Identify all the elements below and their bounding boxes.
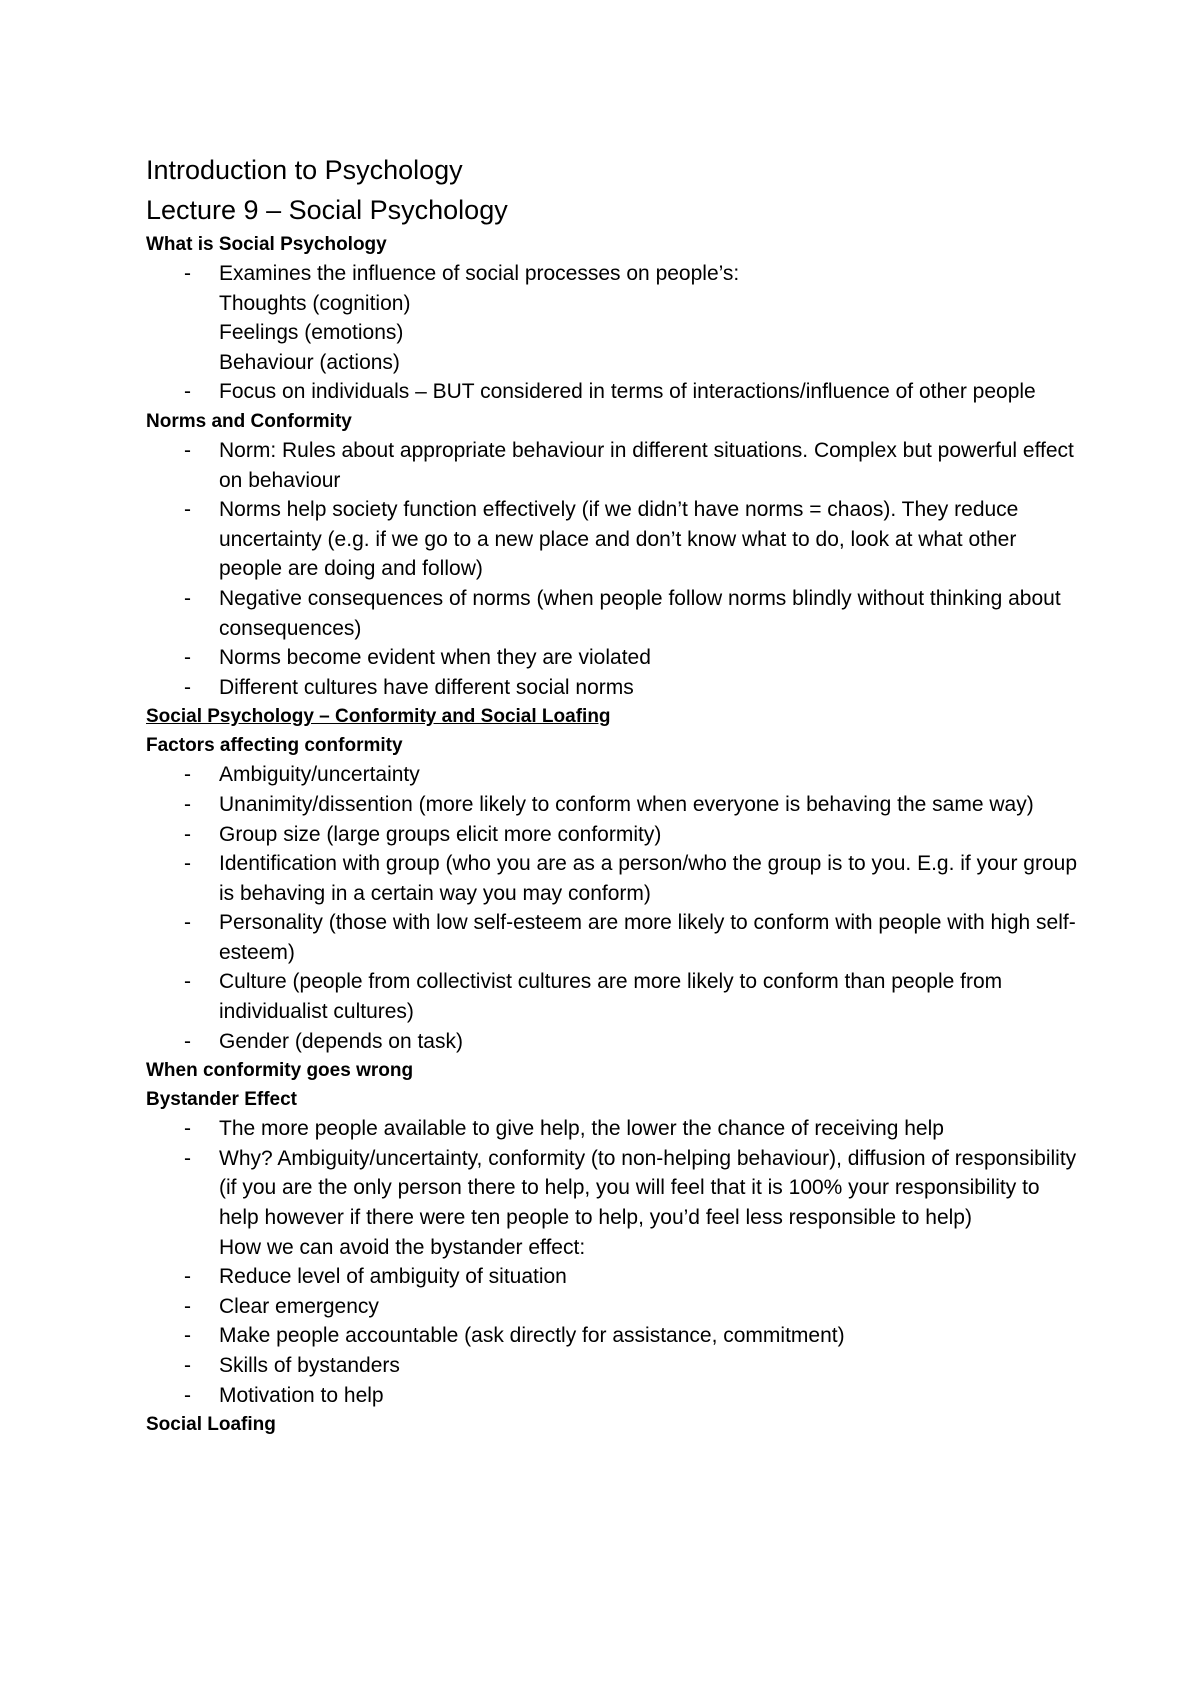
sub-line: Feelings (emotions) — [219, 321, 404, 345]
section-heading-what-is-social-psychology: What is Social Psychology — [146, 234, 387, 255]
sub-line: Behaviour (actions) — [219, 350, 400, 374]
list-item: - Make people accountable (ask directly for assistance, commitment) — [146, 1321, 1080, 1351]
list-item: - Negative consequences of norms (when people follow norms blindly without thinking about consequences) — [146, 584, 1080, 643]
bullet-list — [146, 1114, 1080, 1232]
list-item: - Personality (those with low self-esteem are more likely to conform with people with high self-esteem) — [146, 908, 1080, 967]
list-item: - Norms help society function effectively (if we didn’t have norms = chaos). They reduce uncertainty (e.g. if we go to a new place and don’t know what to do, look at what other people are doing and follow) — [146, 495, 1080, 584]
list-item: - Group size (large groups elicit more conformity) — [146, 820, 1080, 850]
list-item: - Norm: Rules about appropriate behaviour in different situations. Complex but powerful effect on behaviour — [146, 436, 1080, 495]
list-item: - Motivation to help — [146, 1381, 1080, 1411]
list-item: - Norms become evident when they are violated — [146, 643, 1080, 673]
section-heading-when-conformity-goes-wrong: When conformity goes wrong — [146, 1060, 414, 1082]
list-item: - Skills of bystanders — [146, 1351, 1080, 1381]
bullet-list — [146, 436, 1080, 702]
list-item: - Ambiguity/uncertainty — [146, 760, 1080, 790]
bullet-list — [146, 259, 1080, 289]
list-item: - Focus on individuals – BUT considered in terms of interactions/influence of other people — [146, 377, 1080, 407]
list-item: - The more people available to give help, the lower the chance of receiving help — [146, 1114, 1080, 1144]
list-item: - Why? Ambiguity/uncertainty, conformity (to non-helping behaviour), diffusion of responsibility (if you are the only person there to help, you will feel that it is 100% your responsibility to help however if there were ten people to help, you’d feel less responsible to help) — [146, 1144, 1080, 1233]
bullet-list — [146, 1262, 1080, 1410]
list-item: - Clear emergency — [146, 1292, 1080, 1322]
list-item: - Unanimity/dissention (more likely to conform when everyone is behaving the same way) — [146, 790, 1080, 820]
section-heading-norms-and-conformity: Norms and Conformity — [146, 410, 352, 432]
list-item: - Identification with group (who you are as a person/who the group is to you. E.g. if your group is behaving in a certain way you may conform) — [146, 849, 1080, 908]
subheading-bystander-effect: Bystander Effect — [146, 1089, 297, 1111]
list-item: - Gender (depends on task) — [146, 1027, 1080, 1057]
bullet-list — [146, 760, 1080, 1056]
section-heading-conformity-and-social-loafing: Social Psychology – Conformity and Social Loafing — [146, 706, 611, 728]
list-item: - Reduce level of ambiguity of situation — [146, 1262, 1080, 1292]
list-item: - Different cultures have different social norms — [146, 673, 1080, 703]
sub-line: How we can avoid the bystander effect: — [219, 1235, 586, 1259]
list-item: - Culture (people from collectivist cultures are more likely to conform than people from individualist cultures) — [146, 967, 1080, 1026]
list-item: - Examines the influence of social processes on people’s: — [146, 259, 1080, 289]
sub-line: Thoughts (cognition) — [219, 291, 411, 315]
subheading-factors-affecting-conformity: Factors affecting conformity — [146, 735, 403, 757]
lecture-title: Lecture 9 – Social Psychology — [146, 195, 508, 225]
bullet-list — [146, 377, 1080, 407]
document-title: Introduction to Psychology — [146, 155, 463, 185]
section-heading-social-loafing: Social Loafing — [146, 1414, 276, 1436]
